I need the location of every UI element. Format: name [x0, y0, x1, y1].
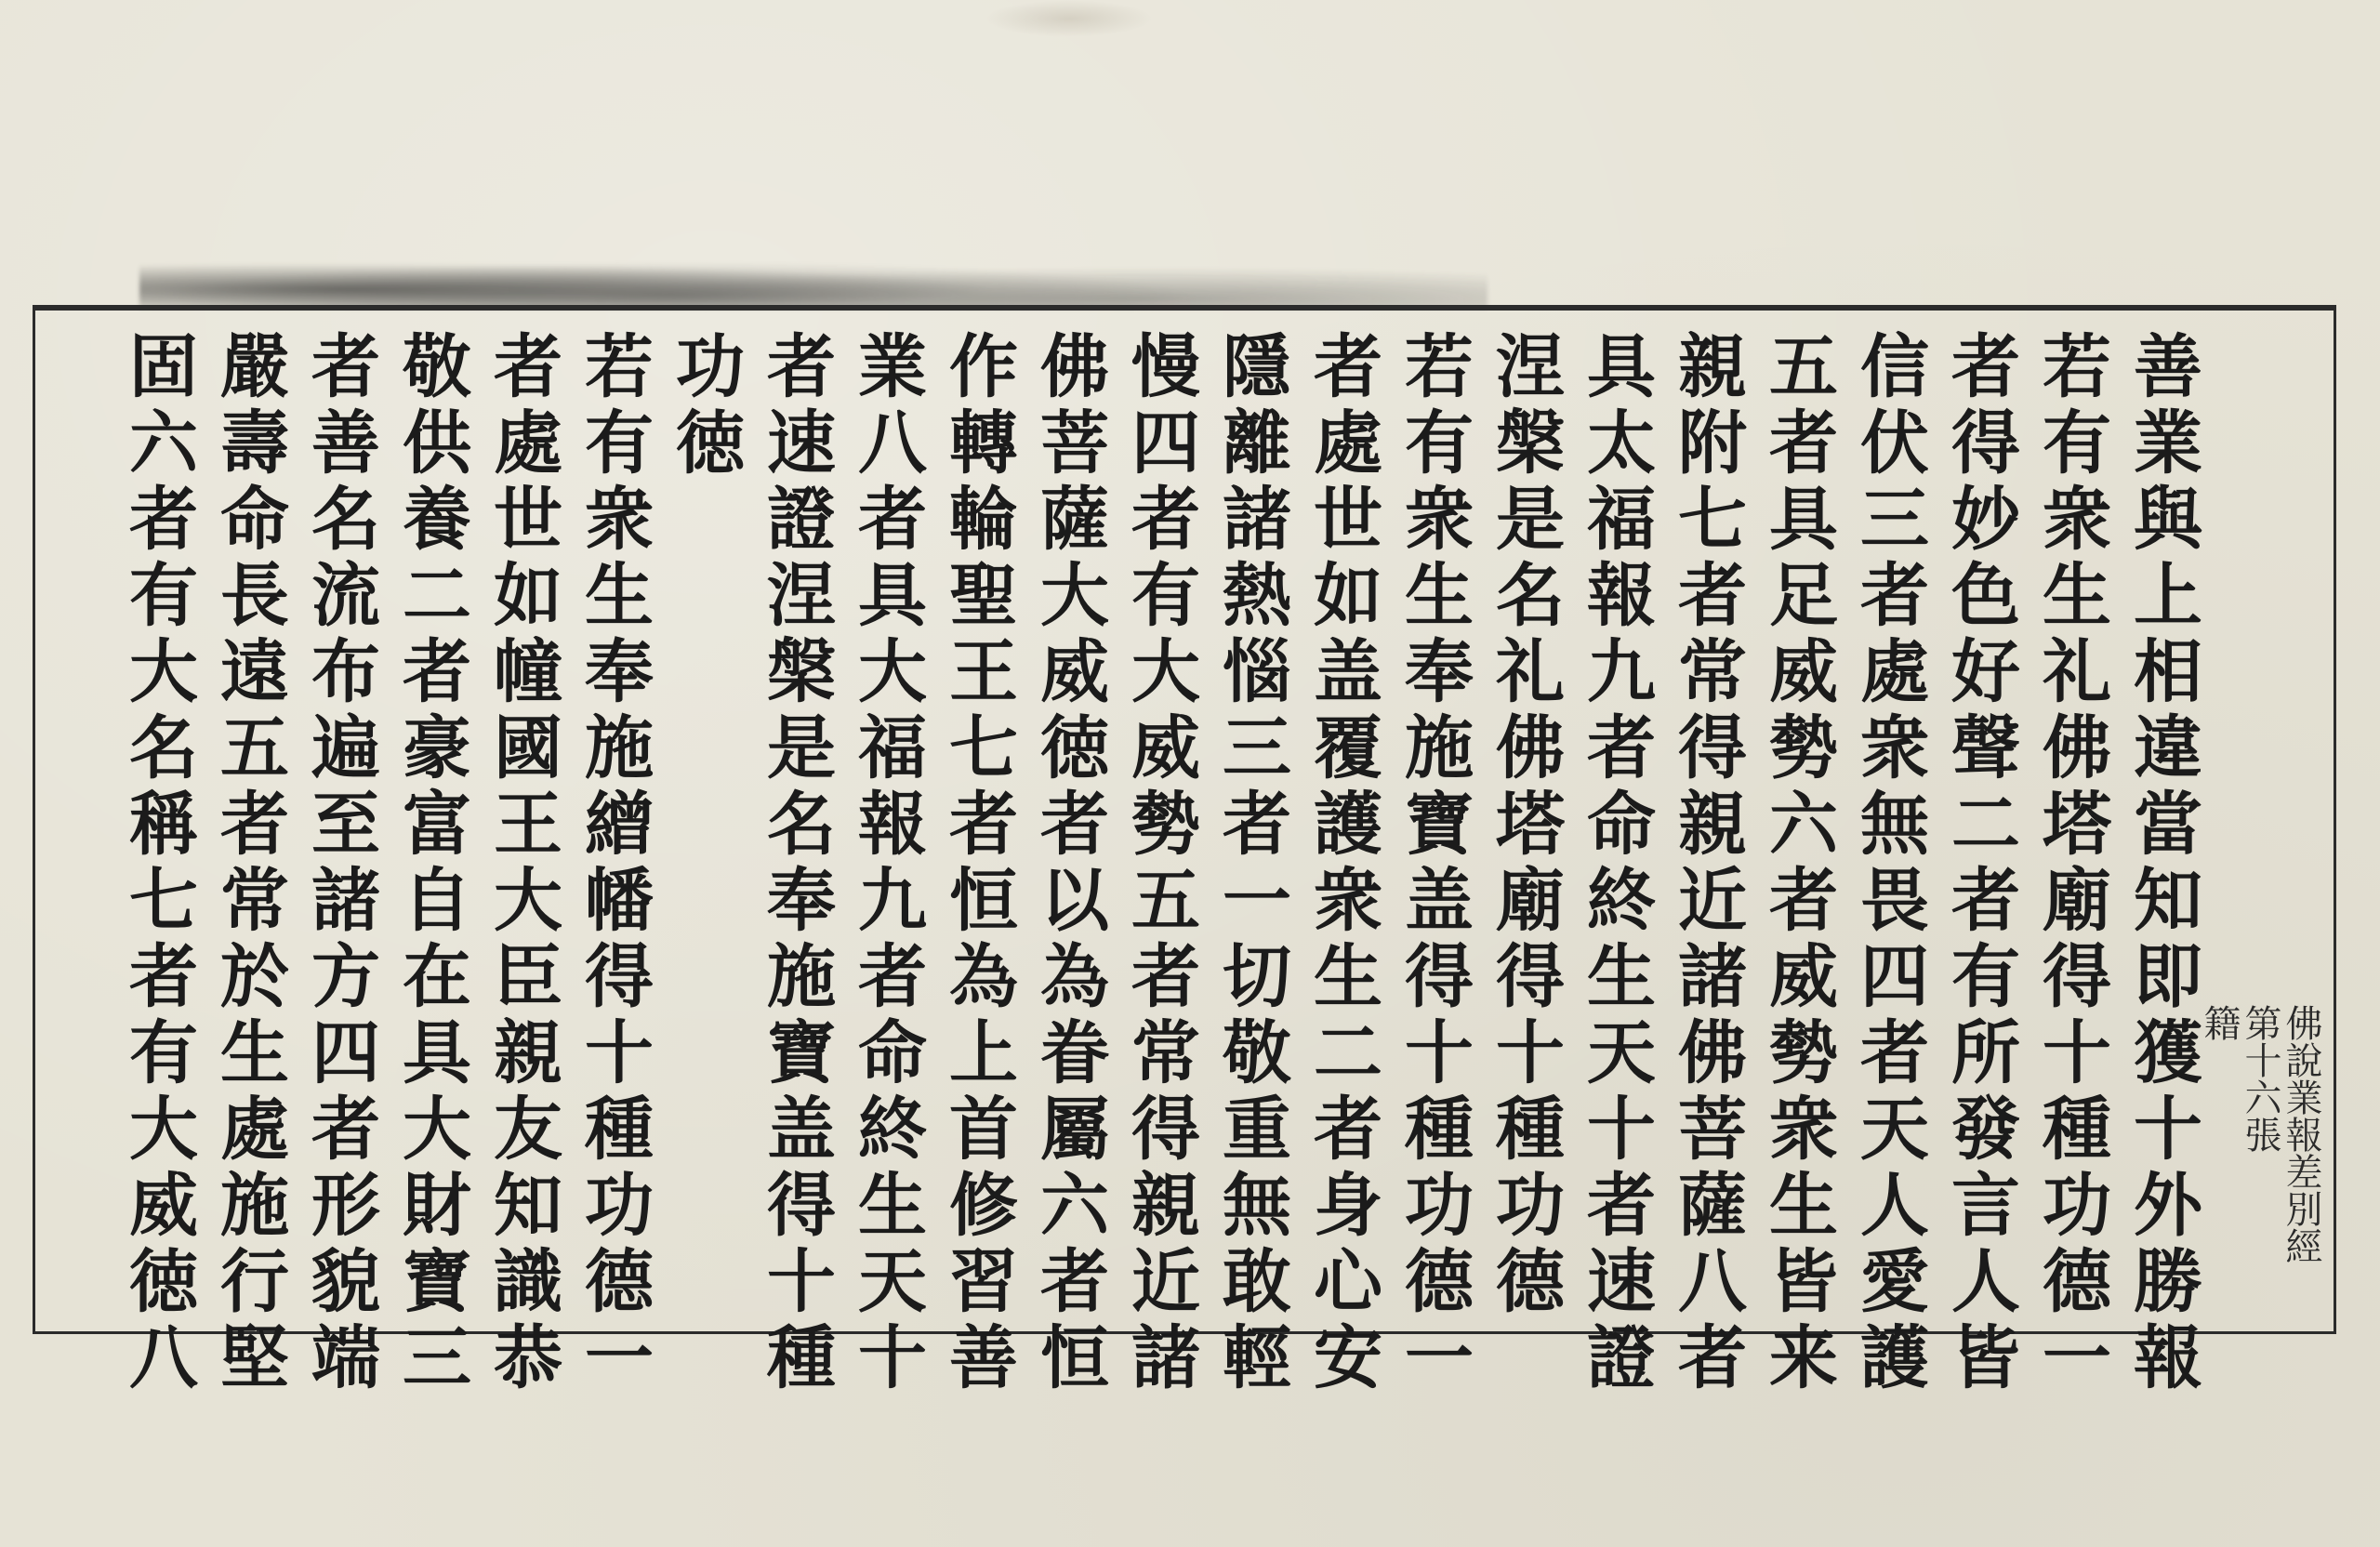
text-column-7: 具太福報九者命終生天十者速證	[1576, 330, 1656, 1397]
text-column-9: 若有衆生奉施寶盖得十種功德一	[1394, 330, 1474, 1397]
paper-wear-spot	[985, 0, 1153, 37]
text-column-18: 若有衆生奉施繒幡得十種功德一	[574, 330, 654, 1397]
text-column-12: 慢四者有大威勢五者常得親近諸	[1120, 330, 1200, 1397]
sutra-title: 佛說業報差別經	[2280, 1004, 2322, 1264]
text-column-22: 嚴壽命長遠五者常於生處施行堅	[209, 330, 289, 1397]
text-column-14: 作轉輪聖王七者恒為上首修習善	[938, 330, 1018, 1397]
text-column-3: 者得妙色好聲二者有所發言人皆	[1940, 330, 2020, 1397]
text-column-23: 固六者有大名稱七者有大威徳八	[118, 330, 198, 1397]
text-column-16: 者速證涅槃是名奉施寶盖得十種	[756, 330, 836, 1397]
text-column-5: 五者具足威勢六者威勢衆生皆来	[1758, 330, 1838, 1397]
text-column-13: 佛菩薩大威徳者以為眷屬六者恒	[1029, 330, 1109, 1397]
text-column-4: 信伏三者處衆無畏四者天人愛護	[1849, 330, 1929, 1397]
text-column-15: 業八者具大福報九者命終生天十	[847, 330, 927, 1397]
text-column-21: 者善名流布遍至諸方四者形貌端	[300, 330, 380, 1397]
page-number: 第十六張	[2239, 1004, 2281, 1153]
text-column-11: 隱離諸熱惱三者一切敬重無敢輕	[1211, 330, 1291, 1397]
text-column-10: 者處世如盖覆護衆生二者身心安	[1302, 330, 1382, 1397]
ink-smudge	[139, 244, 1488, 309]
text-column-8: 涅槃是名礼佛塔廟得十種功德	[1485, 330, 1565, 1321]
text-column-19: 者處世如幢國王大臣親友知識恭	[483, 330, 562, 1397]
sutra-text	[51, 330, 2208, 1397]
text-column-6: 親附七者常得親近諸佛菩薩八者	[1667, 330, 1747, 1397]
text-column-2: 若有衆生礼佛塔廟得十種功德一	[2031, 330, 2111, 1397]
text-column-20: 敬供養二者豪富自在具大財寶三	[391, 330, 471, 1397]
text-column-17: 功徳	[665, 330, 745, 483]
margin-tag: 籍	[2198, 1004, 2241, 1041]
text-column-1: 善業與上相違當知即獲十外勝報	[2122, 330, 2202, 1397]
margin-inscription	[2199, 1004, 2321, 1264]
